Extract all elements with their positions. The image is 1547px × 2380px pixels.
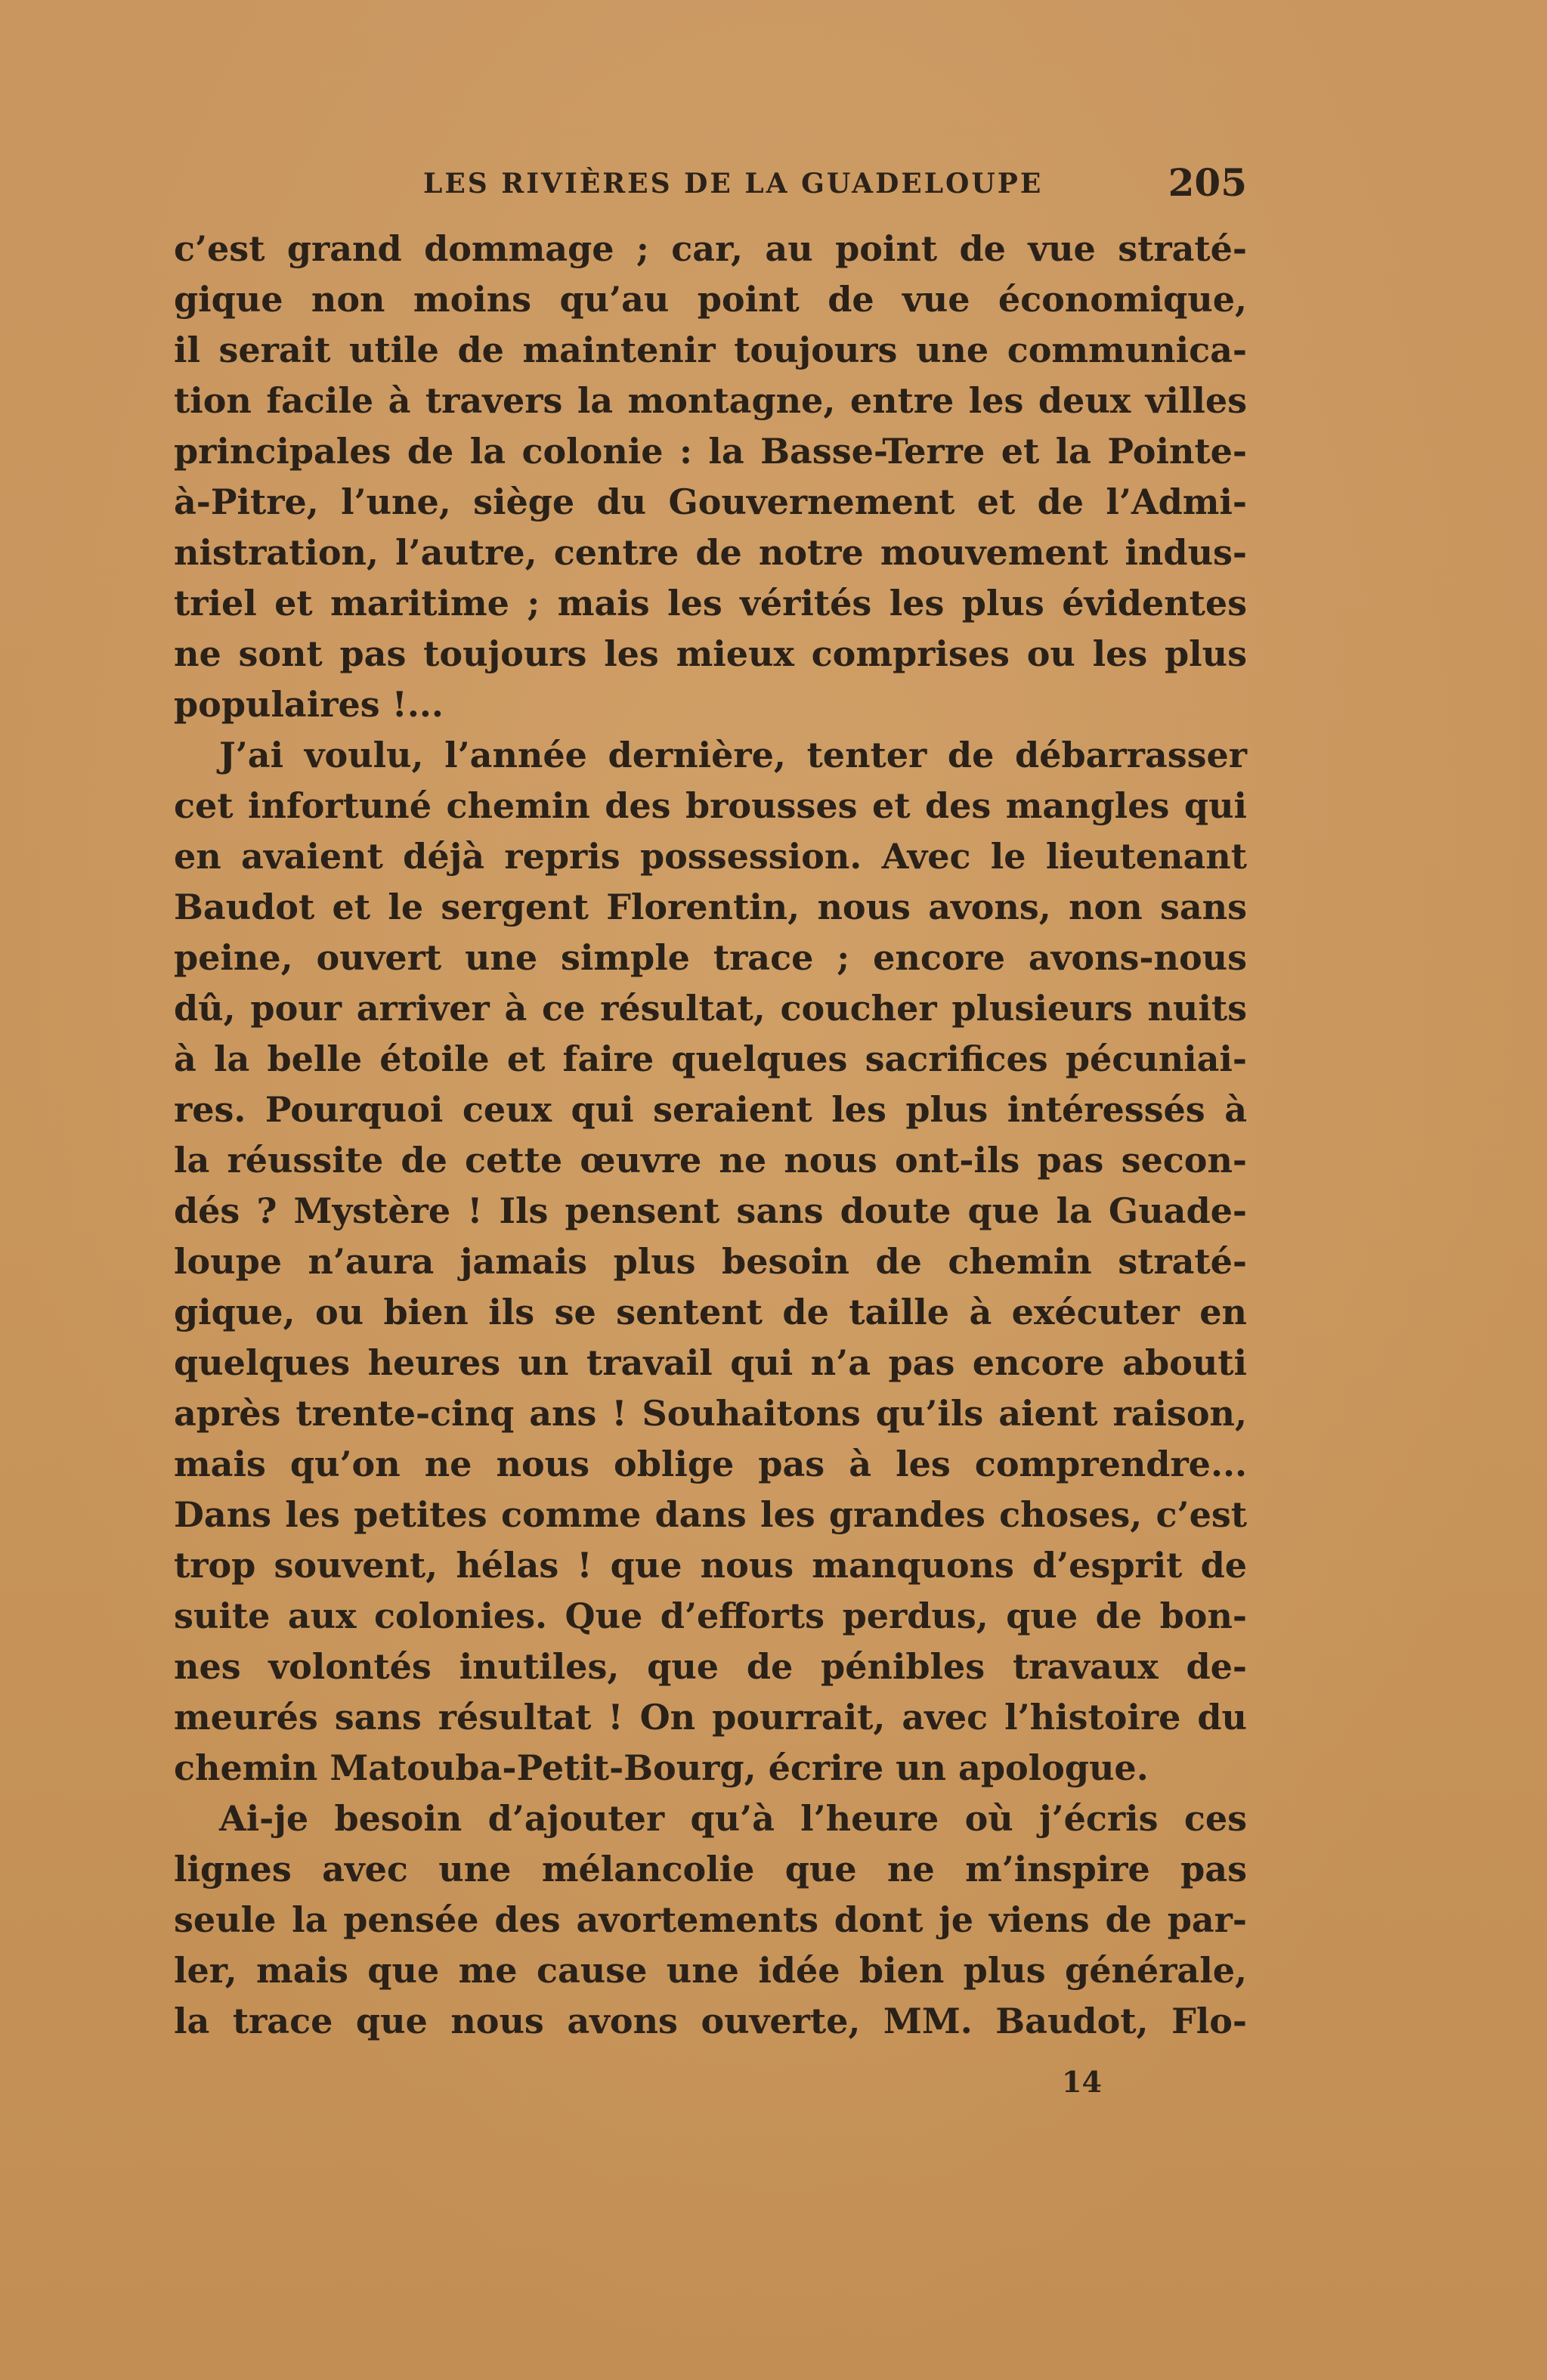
text-line: quelques heures un travail qui n’a pas encore abouti [174, 1342, 1247, 1383]
paragraph-start-line: J’ai voulu, l’année dernière, tenter de débarrasser [219, 735, 1247, 775]
text-line: triel et maritime ; mais les vérités les plus évidentes [174, 583, 1247, 624]
text-line: suite aux colonies. Que d’efforts perdus, que de bon- [174, 1595, 1247, 1636]
body-text [174, 224, 1247, 2047]
text-line: ne sont pas toujours les mieux comprises ou les plus [174, 633, 1247, 674]
text-line: en avaient déjà repris possession. Avec le lieutenant [174, 836, 1247, 877]
text-line: à la belle étoile et faire quelques sacrifices pécuniai- [174, 1038, 1247, 1079]
running-head [174, 160, 1247, 206]
text-line: chemin Matouba-Petit-Bourg, écrire un apologue. [174, 1747, 1149, 1788]
paragraph-start-line: Ai-je besoin d’ajouter qu’à l’heure où j’écris ces [219, 1798, 1247, 1839]
text-line: cet infortuné chemin des brousses et des mangles qui [174, 785, 1247, 826]
text-line: populaires !... [174, 684, 444, 725]
text-line: gique non moins qu’au point de vue économique, [174, 279, 1247, 320]
text-line: dû, pour arriver à ce résultat, coucher plusieurs nuits [174, 988, 1247, 1029]
text-line: meurés sans résultat ! On pourrait, avec l’histoire du [174, 1697, 1247, 1738]
text-line: après trente-cinq ans ! Souhaitons qu’ils aient raison, [174, 1393, 1247, 1434]
text-line: seule la pensée des avortements dont je viens de par- [174, 1899, 1247, 1940]
text-line: la trace que nous avons ouverte, MM. Baudot, Flo- [174, 2001, 1247, 2041]
text-line: tion facile à travers la montagne, entre les deux villes [174, 380, 1247, 421]
text-line: la réussite de cette œuvre ne nous ont-ils pas secon- [174, 1140, 1247, 1181]
text-line: ler, mais que me cause une idée bien plus générale, [174, 1950, 1247, 1991]
text-line: principales de la colonie : la Basse-Terre et la Pointe- [174, 431, 1247, 472]
text-line: nes volontés inutiles, que de pénibles travaux de- [174, 1646, 1247, 1687]
page-number: 205 [1168, 160, 1247, 205]
text-line: lignes avec une mélancolie que ne m’inspire pas [174, 1849, 1247, 1889]
text-line: il serait utile de maintenir toujours une communica- [174, 330, 1247, 370]
text-line: trop souvent, hélas ! que nous manquons d’esprit de [174, 1545, 1247, 1586]
text-line: nistration, l’autre, centre de notre mouvement indus- [174, 532, 1247, 573]
text-line: loupe n’aura jamais plus besoin de chemin straté- [174, 1241, 1247, 1282]
text-line: dés ? Mystère ! Ils pensent sans doute que la Guade- [174, 1190, 1247, 1231]
text-line: Dans les petites comme dans les grandes choses, c’est [174, 1494, 1247, 1535]
text-line: c’est grand dommage ; car, au point de vue straté- [174, 228, 1247, 269]
text-line: res. Pourquoi ceux qui seraient les plus intéressés à [174, 1089, 1247, 1130]
text-line: à-Pitre, l’une, siège du Gouvernement et de l’Admi- [174, 481, 1247, 522]
text-line: Baudot et le sergent Florentin, nous avons, non sans [174, 887, 1247, 927]
text-line: gique, ou bien ils se sentent de taille à exécuter en [174, 1292, 1247, 1332]
running-title: LES RIVIÈRES DE LA GUADELOUPE [423, 168, 1044, 200]
text-line: mais qu’on ne nous oblige pas à les comprendre... [174, 1444, 1247, 1484]
signature-mark: 14 [1062, 2065, 1102, 2099]
text-line: peine, ouvert une simple trace ; encore avons-nous [174, 937, 1247, 978]
